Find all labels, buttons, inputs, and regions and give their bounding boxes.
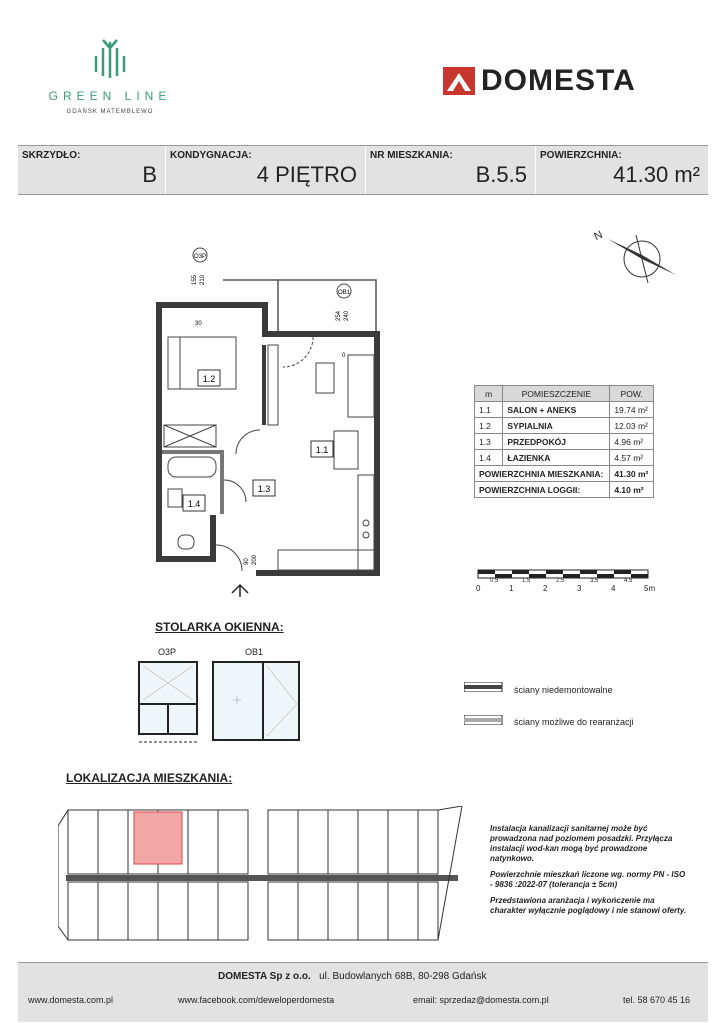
- powierzchnia-label: POWIERZCHNIA:: [540, 150, 622, 161]
- svg-text:N: N: [592, 228, 605, 244]
- footer-company: DOMESTA Sp z o.o.: [218, 971, 311, 982]
- table-row: 1.2 SYPIALNIA 12.03 m²: [475, 418, 654, 434]
- door-bedroom: [236, 430, 260, 454]
- note-3: Przedstawiona aranżacja i wykończenie ma charakter wyłącznie poglądowy i nie stanowi oferty.: [490, 896, 687, 915]
- kitchen-bottom-counter: [278, 550, 374, 570]
- footer-email[interactable]: email: sprzedaz@domesta.com.pl: [413, 995, 549, 1005]
- total-row: [475, 466, 654, 482]
- entrance-arrow-icon: [232, 585, 248, 597]
- note-1: Instalacja kanalizacji sanitarnej może być prowadzona nad poziomem posadzki. Przyłącza instalacji wod-kan mogą być prowadzone natynkowo.: [490, 824, 673, 863]
- door-entrance: [216, 545, 242, 571]
- wall-bedroom-living: [262, 345, 266, 425]
- total-label: POWIERZCHNIA MIESZKANIA:: [475, 466, 610, 482]
- kondygnacja-value: 4 PIĘTRO: [256, 162, 357, 187]
- room-label-1-2: 1.2: [202, 374, 216, 384]
- powierzchnia-value: 41.30 m²: [613, 162, 700, 187]
- wall-left: [156, 302, 162, 562]
- lokalizacja-title: LOKALIZACJA MIESZKANIA:: [66, 771, 233, 785]
- dim-90: 90: [244, 558, 250, 565]
- domesta-logo: [443, 64, 636, 98]
- loggia-outline: [278, 280, 376, 335]
- col-room: POMIESZCZENIE: [503, 386, 610, 402]
- note-2: Powierzchnie mieszkań liczone wg. normy PN - ISO - 9836 :2022-07 (tolerancja ± 5cm): [490, 870, 686, 889]
- scale-bar: [474, 568, 664, 582]
- door-bathroom: [224, 480, 246, 502]
- footer-www[interactable]: www.domesta.com.pl: [28, 995, 114, 1005]
- wall-top-right: [262, 331, 380, 337]
- room-label-1-1: 1.1: [315, 445, 329, 455]
- wall-bottom-left: [156, 556, 216, 562]
- kondygnacja-label: KONDYGNACJA:: [170, 150, 252, 161]
- wall-bath-bottom: [210, 515, 216, 562]
- legend-text-a: ściany niedemontowalne: [514, 685, 613, 695]
- building-location-plan: [58, 806, 468, 946]
- domesta-brand: DOMESTA: [481, 64, 636, 97]
- wall-bath-hall: [220, 454, 224, 514]
- dim-0: 0: [342, 353, 346, 359]
- kondygnacja-cell: [166, 146, 366, 194]
- room-label-1-4: 1.4: [187, 499, 201, 509]
- wall-top: [156, 302, 268, 308]
- table-row: 1.3 PRZEDPOKÓJ 4.96 m²: [475, 434, 654, 450]
- window-o3p-label: O3P: [193, 254, 207, 260]
- wall-right: [374, 331, 380, 576]
- wall-bedroom-bath: [162, 450, 224, 454]
- bathtub: [168, 457, 216, 477]
- footer-tel: tel. 58 670 45 16: [623, 995, 691, 1005]
- footer-facebook[interactable]: www.facebook.com/deweloperdomesta: [178, 995, 335, 1005]
- stolarka-title: STOLARKA OKIENNA:: [155, 620, 284, 634]
- legend-swatch-a: [464, 682, 504, 692]
- window-o3p-drawing: [137, 660, 199, 748]
- greenline-location: GDAŃSK MATEMBLEWO: [66, 109, 154, 115]
- legend-swatch-b: [464, 715, 504, 725]
- skrzydlo-value: B: [142, 162, 157, 187]
- wall-bottom-right: [256, 570, 380, 576]
- dim-240: 240: [344, 310, 350, 321]
- dim-210: 210: [200, 274, 206, 285]
- nr-mieszkania-cell: [366, 146, 536, 194]
- apartment-info-bar: [18, 145, 708, 195]
- toilet: [178, 535, 194, 549]
- window-ob1-title: OB1: [245, 647, 264, 657]
- loggia-value: 4.10 m²: [610, 482, 654, 498]
- domesta-mark-icon: [443, 67, 475, 95]
- dim-200: 200: [252, 554, 258, 565]
- nr-mieszkania-value: B.5.5: [475, 162, 527, 187]
- nr-mieszkania-label: NR MIESZKANIA:: [370, 150, 453, 161]
- legend-text-b: ściany możliwe do rearanżacji: [514, 717, 634, 727]
- kitchen-counter: [358, 475, 374, 570]
- coffee-table: [316, 363, 334, 393]
- dining-table: [334, 431, 358, 469]
- sofa: [348, 355, 374, 417]
- living-wardrobe: [268, 345, 278, 425]
- compass-icon: [590, 225, 690, 285]
- floor-plan: [148, 245, 398, 605]
- room-label-1-3: 1.3: [257, 484, 271, 494]
- skrzydlo-label: SKRZYDŁO:: [22, 150, 81, 161]
- window-ob1-label: OB1: [337, 290, 351, 296]
- window-ob1-drawing: [211, 660, 301, 742]
- notes: [490, 824, 690, 922]
- col-m: m: [475, 386, 503, 402]
- footer-address: ul. Budowlanych 68B, 80-298 Gdańsk: [319, 971, 487, 982]
- greenline-leaf-icon: [90, 38, 130, 80]
- sink: [168, 489, 182, 507]
- col-pow: POW.: [610, 386, 654, 402]
- dim-30: 30: [195, 321, 202, 327]
- dim-155: 155: [192, 274, 198, 285]
- loggia-label: POWIERZCHNIA LOGGII:: [475, 482, 610, 498]
- greenline-logo: [30, 38, 190, 115]
- rooms-table: [474, 385, 654, 498]
- total-value: 41.30 m²: [610, 466, 654, 482]
- skrzydlo-cell: [18, 146, 166, 194]
- footer: [18, 962, 708, 1022]
- door-loggia: [283, 337, 313, 367]
- apartment-highlight: [134, 812, 182, 864]
- table-row: 1.4 ŁAZIENKA 4.57 m²: [475, 450, 654, 466]
- dim-254: 254: [336, 310, 342, 321]
- window-o3p-title: O3P: [158, 647, 177, 657]
- greenline-brand: GREEN LINE: [48, 89, 172, 103]
- table-row: 1.1 SALON + ANEKS 19.74 m²: [475, 402, 654, 418]
- footer-company-line: [218, 971, 486, 982]
- powierzchnia-cell: [536, 146, 708, 194]
- loggia-row: [475, 482, 654, 498]
